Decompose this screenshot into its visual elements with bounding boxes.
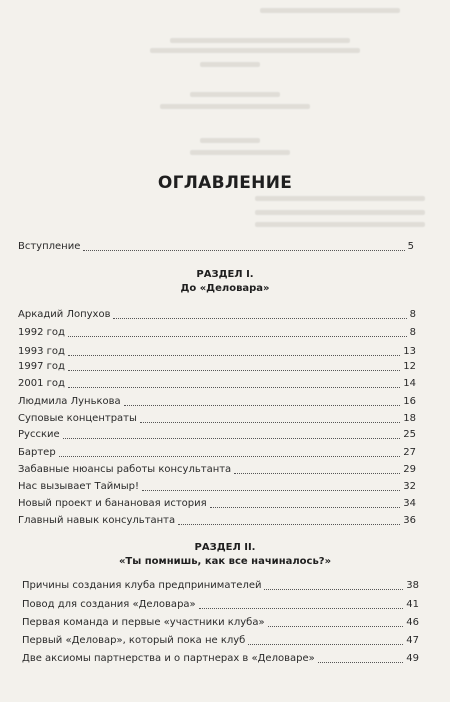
toc-entry[interactable] <box>22 632 419 647</box>
leader-dots <box>199 608 404 609</box>
leader-dots <box>210 507 401 508</box>
toc-entry[interactable] <box>18 343 416 358</box>
toc-entry-page: 49 <box>406 653 419 664</box>
toc-entry-page: 25 <box>403 429 416 440</box>
toc-entry-label: 1993 год <box>18 346 65 357</box>
toc-entry-page: 32 <box>403 481 416 492</box>
leader-dots <box>68 370 400 371</box>
toc-entry[interactable] <box>18 461 416 476</box>
leader-dots <box>318 662 404 663</box>
toc-entry-label: Первый «Деловар», который пока не клуб <box>22 635 246 646</box>
toc-entry[interactable] <box>18 495 416 510</box>
toc-entry-label: Людмила Лунькова <box>18 396 121 407</box>
leader-dots <box>68 387 400 388</box>
leader-dots <box>140 422 400 423</box>
toc-entry-page: 8 <box>409 309 416 320</box>
toc-entry-page: 41 <box>406 599 419 610</box>
toc-entry[interactable] <box>18 238 414 253</box>
toc-entry-label: Причины создания клуба предпринимателей <box>22 580 262 591</box>
toc-entry-label: Вступление <box>18 241 81 252</box>
toc-entry-page: 46 <box>406 617 419 628</box>
toc-entry-label: Нас вызывает Таймыр! <box>18 481 140 492</box>
toc-entry[interactable] <box>18 478 416 493</box>
toc-entry[interactable] <box>18 306 416 321</box>
toc-entry-label: Новый проект и банановая история <box>18 498 207 509</box>
toc-entry[interactable] <box>22 614 419 629</box>
toc-entry-label: Повод для создания «Деловара» <box>22 599 196 610</box>
toc-entry-page: 47 <box>406 635 419 646</box>
toc-entry-label: Бартер <box>18 447 56 458</box>
toc-entry-label: 1997 год <box>18 361 65 372</box>
toc-entry-label: Две аксиомы партнерства и о партнерах в «Деловаре» <box>22 653 315 664</box>
toc-entry[interactable] <box>22 596 419 611</box>
leader-dots <box>248 644 403 645</box>
leader-dots <box>113 318 406 319</box>
toc-entry[interactable] <box>18 410 416 425</box>
section-heading: РАЗДЕЛ I. <box>196 269 254 280</box>
leader-dots <box>264 589 403 590</box>
toc-entry-page: 38 <box>406 580 419 591</box>
section-subheading: До «Деловара» <box>180 283 270 294</box>
leader-dots <box>68 336 407 337</box>
toc-entry-label: Русские <box>18 429 60 440</box>
leader-dots <box>178 524 400 525</box>
toc-entry[interactable] <box>22 650 419 665</box>
leader-dots <box>142 490 400 491</box>
leader-dots <box>268 626 404 627</box>
toc-entry-label: 2001 год <box>18 378 65 389</box>
leader-dots <box>63 438 401 439</box>
section-heading: РАЗДЕЛ II. <box>194 542 256 553</box>
leader-dots <box>68 355 400 356</box>
leader-dots <box>59 456 401 457</box>
toc-entry-page: 18 <box>403 413 416 424</box>
toc-entry[interactable] <box>18 375 416 390</box>
leader-dots <box>124 405 401 406</box>
toc-entry-label: Главный навык консультанта <box>18 515 176 526</box>
toc-entry[interactable] <box>18 512 416 527</box>
toc-entry-page: 13 <box>403 346 416 357</box>
toc-entry-label: 1992 год <box>18 327 65 338</box>
toc-entry-page: 12 <box>403 361 416 372</box>
toc-entry-label: Суповые концентраты <box>18 413 137 424</box>
leader-dots <box>234 473 400 474</box>
toc-entry-label: Первая команда и первые «участники клуба» <box>22 617 265 628</box>
leader-dots <box>83 250 404 251</box>
toc-entry-page: 27 <box>403 447 416 458</box>
page-title: ОГЛАВЛЕНИЕ <box>157 173 293 193</box>
toc-entry[interactable] <box>18 358 416 373</box>
toc-entry-page: 16 <box>403 396 416 407</box>
section-subheading: «Ты помнишь, как все начиналось?» <box>118 556 332 567</box>
toc-entry[interactable] <box>18 444 416 459</box>
toc-entry-page: 8 <box>409 327 416 338</box>
toc-entry-page: 5 <box>407 241 414 252</box>
toc-entry-page: 36 <box>403 515 416 526</box>
toc-entry-page: 14 <box>403 378 416 389</box>
toc-entry[interactable] <box>18 393 416 408</box>
toc-entry[interactable] <box>22 577 419 592</box>
toc-entry[interactable] <box>18 324 416 339</box>
toc-entry-label: Забавные нюансы работы консультанта <box>18 464 232 475</box>
toc-entry-page: 34 <box>403 498 416 509</box>
toc-entry-label: Аркадий Лопухов <box>18 309 111 320</box>
toc-entry[interactable] <box>18 426 416 441</box>
toc-entry-page: 29 <box>403 464 416 475</box>
